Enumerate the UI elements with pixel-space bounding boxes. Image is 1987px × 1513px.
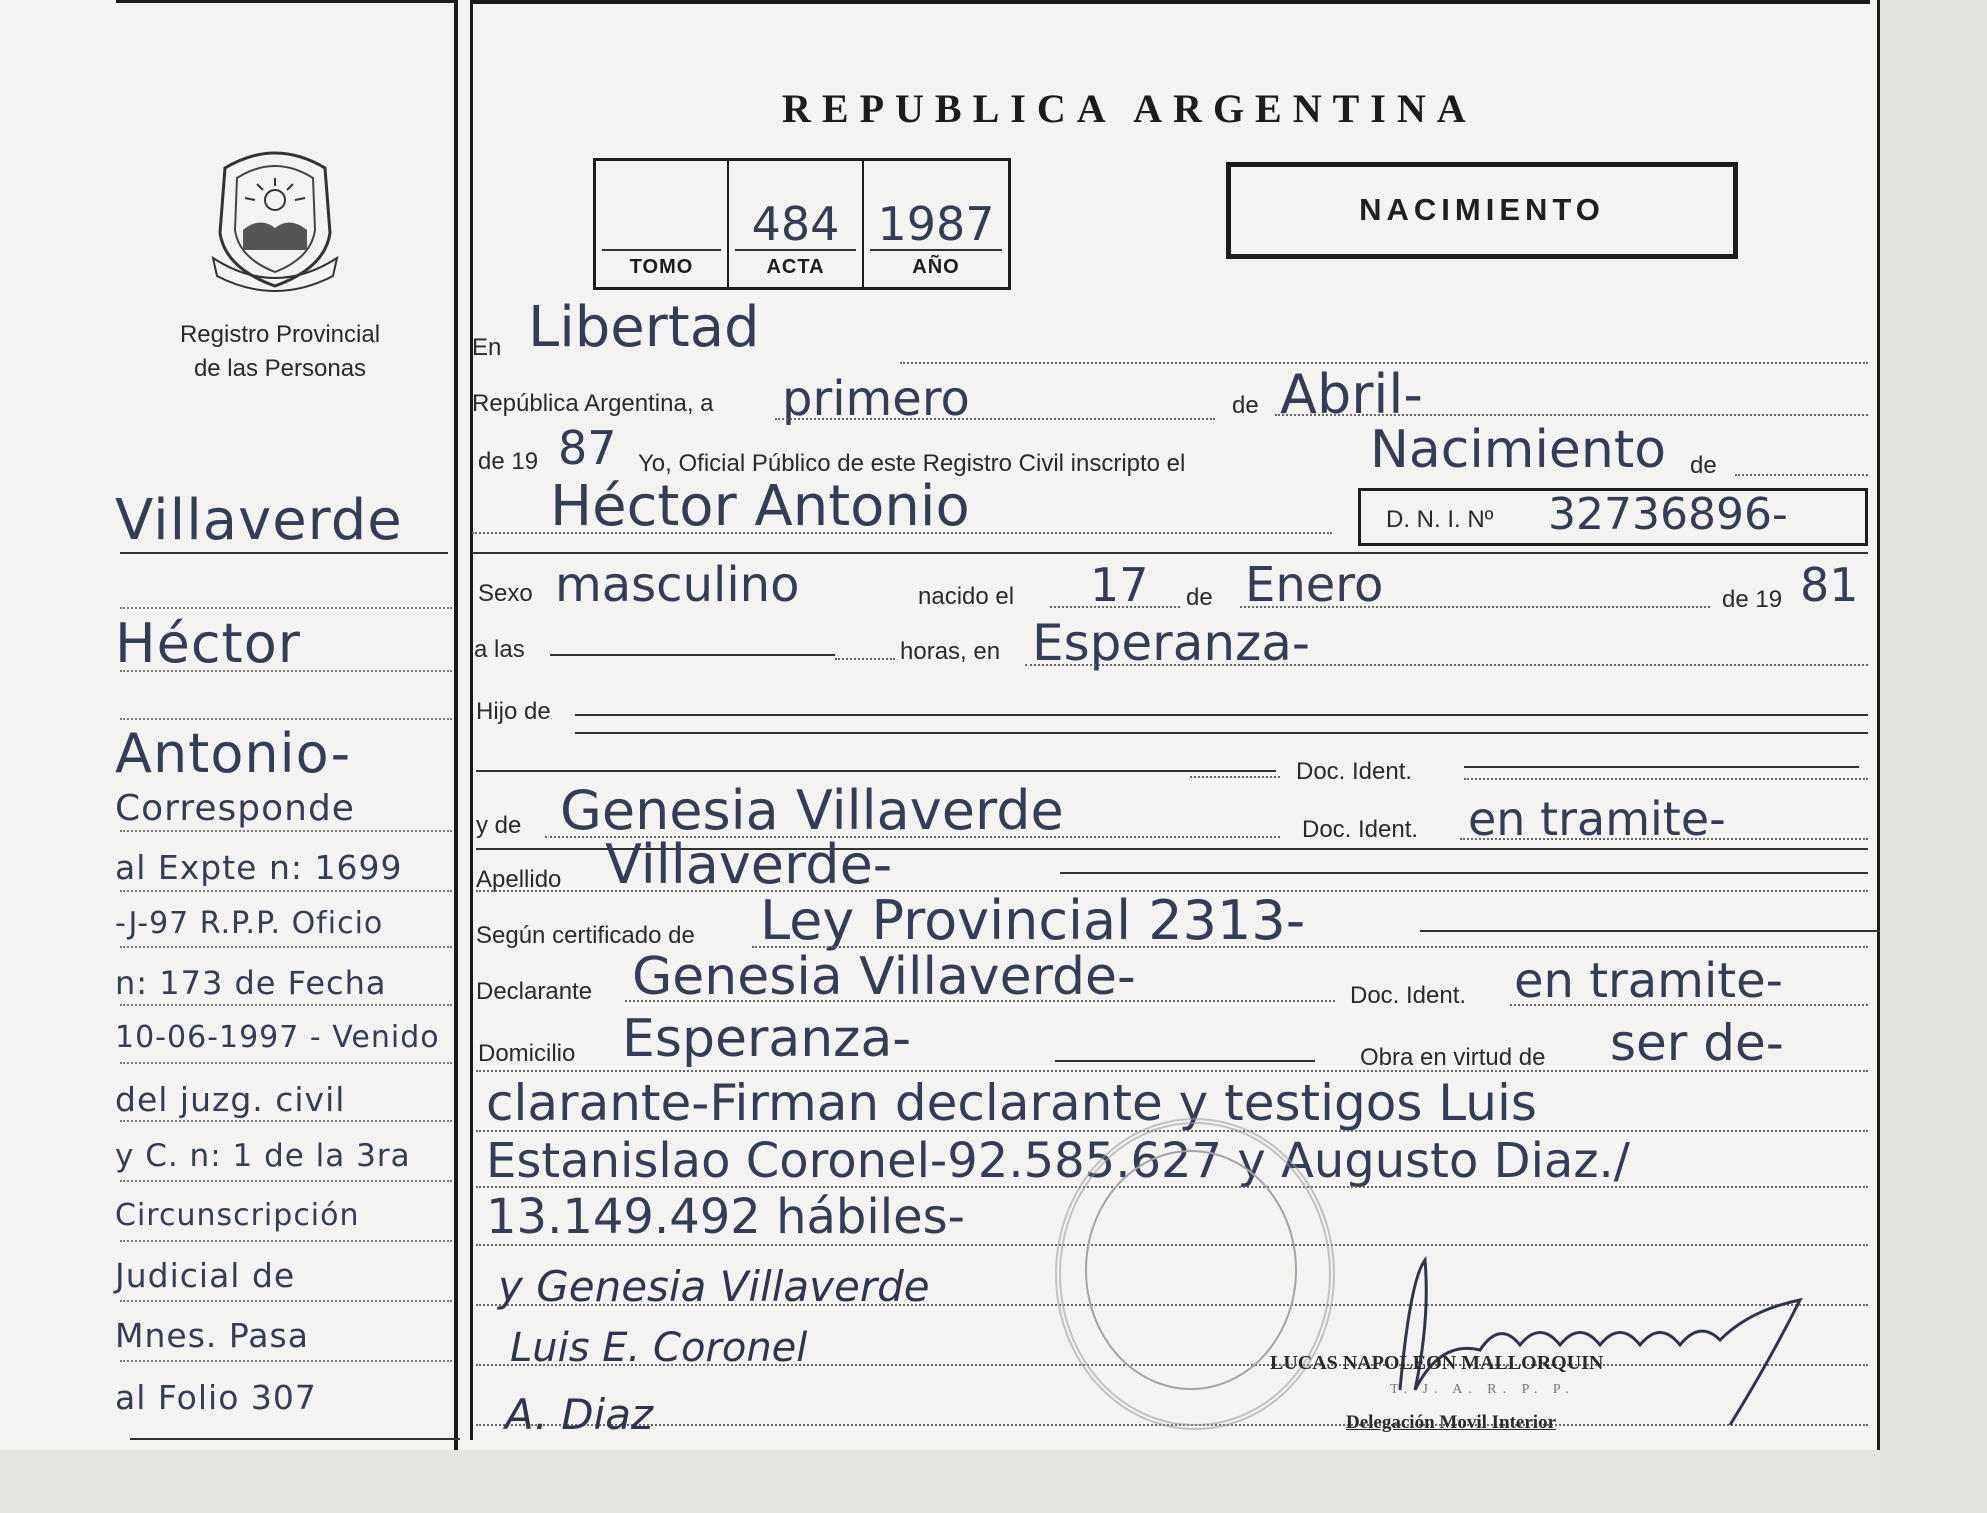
- country-title: REPUBLICA ARGENTINA: [782, 86, 1477, 131]
- column-divider: [454, 0, 458, 1450]
- declarante-doc-label: Doc. Ident.: [1350, 982, 1467, 1009]
- en-label: En: [472, 334, 502, 361]
- birth-day: 17: [1090, 558, 1149, 612]
- witness-signature-1: Luis E. Coronel: [510, 1325, 808, 1371]
- father-doc-label: Doc. Ident.: [1296, 758, 1413, 785]
- birth-month: Enero: [1245, 557, 1384, 613]
- form-top-rule: [470, 0, 1870, 4]
- official-signature-icon: [1370, 1240, 1820, 1440]
- register-number-box: [593, 158, 1011, 290]
- dni-label: D. N. I. Nº: [1386, 506, 1494, 533]
- ano-cell: [864, 161, 1008, 287]
- yde-label: y de: [476, 812, 522, 839]
- book-binding: [1877, 0, 1987, 1513]
- marginal-rule: [120, 1180, 452, 1182]
- official-name: LUCAS NAPOLEON MALLORQUIN: [1270, 1352, 1604, 1374]
- tomo-label: TOMO: [629, 256, 694, 278]
- hijo-label: Hijo de: [476, 698, 551, 725]
- official-title: T. J. A. R. P. P.: [1390, 1382, 1575, 1397]
- marginal-rule: [120, 1062, 452, 1064]
- child-name: Héctor Antonio: [550, 474, 970, 539]
- declarante-doc: en tramite-: [1514, 953, 1783, 1009]
- yo-label: Yo, Oficial Público de este Registro Civil inscripto el: [638, 450, 1186, 477]
- place-of-registration: Libertad: [528, 295, 760, 360]
- page-bottom-edge: [0, 1450, 1880, 1513]
- birth-place: Esperanza-: [1032, 614, 1310, 672]
- alas-label: a las: [474, 636, 525, 663]
- observation-line-3: 13.149.492 hábiles-: [486, 1189, 965, 1245]
- marginal-note-12: Mnes. Pasa: [115, 1316, 309, 1355]
- year-prefix: de 19: [478, 448, 539, 475]
- dni-value: 32736896-: [1548, 489, 1788, 540]
- marginal-note-13: al Folio 307: [115, 1378, 317, 1417]
- marginal-rule: [120, 1360, 452, 1362]
- marginal-note-3: Corresponde: [115, 788, 355, 829]
- marginal-rule: [120, 552, 448, 554]
- ano-label: AÑO: [912, 256, 960, 278]
- registry-name: [110, 318, 450, 386]
- left-column-top-rule: [116, 0, 456, 3]
- obra-value: ser de-: [1610, 1014, 1784, 1072]
- tomo-cell: [596, 161, 729, 287]
- de-label-3: de: [1186, 584, 1213, 611]
- obra-label: Obra en virtud de: [1360, 1044, 1546, 1071]
- apellido-value: Villaverde-: [605, 833, 893, 896]
- domicilio-label: Domicilio: [478, 1040, 576, 1067]
- month-value: Abril-: [1280, 363, 1423, 426]
- observation-line-1: clarante-Firman declarante y testigos Luis: [486, 1074, 1537, 1132]
- registry-name-line1: Registro Provincial: [179, 321, 381, 348]
- mother-name: Genesia Villaverde: [560, 779, 1064, 842]
- de-label-2: de: [1690, 452, 1717, 479]
- form-left-border: [470, 0, 473, 1440]
- marginal-note-11: Judicial de: [115, 1256, 296, 1295]
- marginal-note-7: 10-06-1997 - Venido: [115, 1020, 440, 1055]
- acta-value: 484: [751, 197, 840, 251]
- marginal-note-9: y C. n: 1 de la 3ra: [115, 1138, 411, 1174]
- marginal-rule: [120, 1120, 452, 1122]
- marginal-rule: [120, 1240, 452, 1242]
- birth-year-prefix: de 19: [1722, 586, 1783, 613]
- sexo-value: masculino: [555, 557, 800, 613]
- sexo-label: Sexo: [478, 580, 533, 607]
- segun-label: Según certificado de: [476, 922, 695, 949]
- mother-doc: en tramite-: [1468, 792, 1726, 846]
- de-label: de: [1232, 392, 1259, 419]
- republica-label: República Argentina, a: [472, 390, 714, 417]
- marginal-note-0: Villaverde: [115, 488, 403, 553]
- registry-name-line2: de las Personas: [193, 355, 367, 382]
- official-seal-inner-ring: [1085, 1150, 1297, 1390]
- marginal-note-2: Antonio-: [115, 722, 352, 785]
- mother-doc-label: Doc. Ident.: [1302, 816, 1419, 843]
- marginal-rule: [120, 1300, 452, 1302]
- birth-year: 81: [1800, 558, 1859, 612]
- domicilio-value: Esperanza-: [622, 1009, 912, 1069]
- ano-value: 1987: [877, 197, 995, 251]
- witness-signature-2: A. Diaz: [505, 1390, 654, 1439]
- marginal-rule: [120, 718, 452, 720]
- segun-value: Ley Provincial 2313-: [760, 889, 1306, 952]
- marginal-note-10: Circunscripción: [115, 1198, 360, 1233]
- acta-label: ACTA: [766, 256, 825, 278]
- marginal-note-1: Héctor: [115, 612, 301, 675]
- marginal-note-6: n: 173 de Fecha: [115, 964, 387, 1002]
- day-value: primero: [782, 371, 970, 427]
- acta-cell: [729, 161, 864, 287]
- year-value: 87: [558, 421, 617, 475]
- declarante-label: Declarante: [476, 978, 593, 1005]
- marginal-rule: [120, 670, 452, 672]
- marginal-note-8: del juzg. civil: [115, 1080, 346, 1119]
- nacido-label: nacido el: [918, 583, 1015, 610]
- marginal-note-4: al Expte n: 1699: [115, 848, 403, 887]
- record-type-box: NACIMIENTO: [1226, 162, 1738, 259]
- declarante-signature: y Genesia Villaverde: [498, 1262, 930, 1311]
- provincia-misiones-crest-icon: [205, 138, 345, 293]
- marginal-rule: [120, 830, 452, 832]
- marginal-note-5: -J-97 R.P.P. Oficio: [115, 906, 384, 941]
- record-value: Nacimiento: [1370, 420, 1667, 480]
- apellido-label: Apellido: [476, 866, 562, 893]
- marginal-rule: [120, 1004, 452, 1006]
- declarante-value: Genesia Villaverde-: [632, 947, 1136, 1007]
- horas-label: horas, en: [900, 638, 1001, 665]
- marginal-rule: [120, 946, 452, 948]
- marginal-rule: [120, 607, 452, 609]
- official-office: Delegación Movil Interior: [1346, 1412, 1557, 1433]
- marginal-rule: [120, 890, 452, 892]
- marginal-rule: [130, 1438, 460, 1440]
- observation-line-2: Estanislao Coronel-92.585.627 y Augusto Diaz./: [486, 1133, 1630, 1189]
